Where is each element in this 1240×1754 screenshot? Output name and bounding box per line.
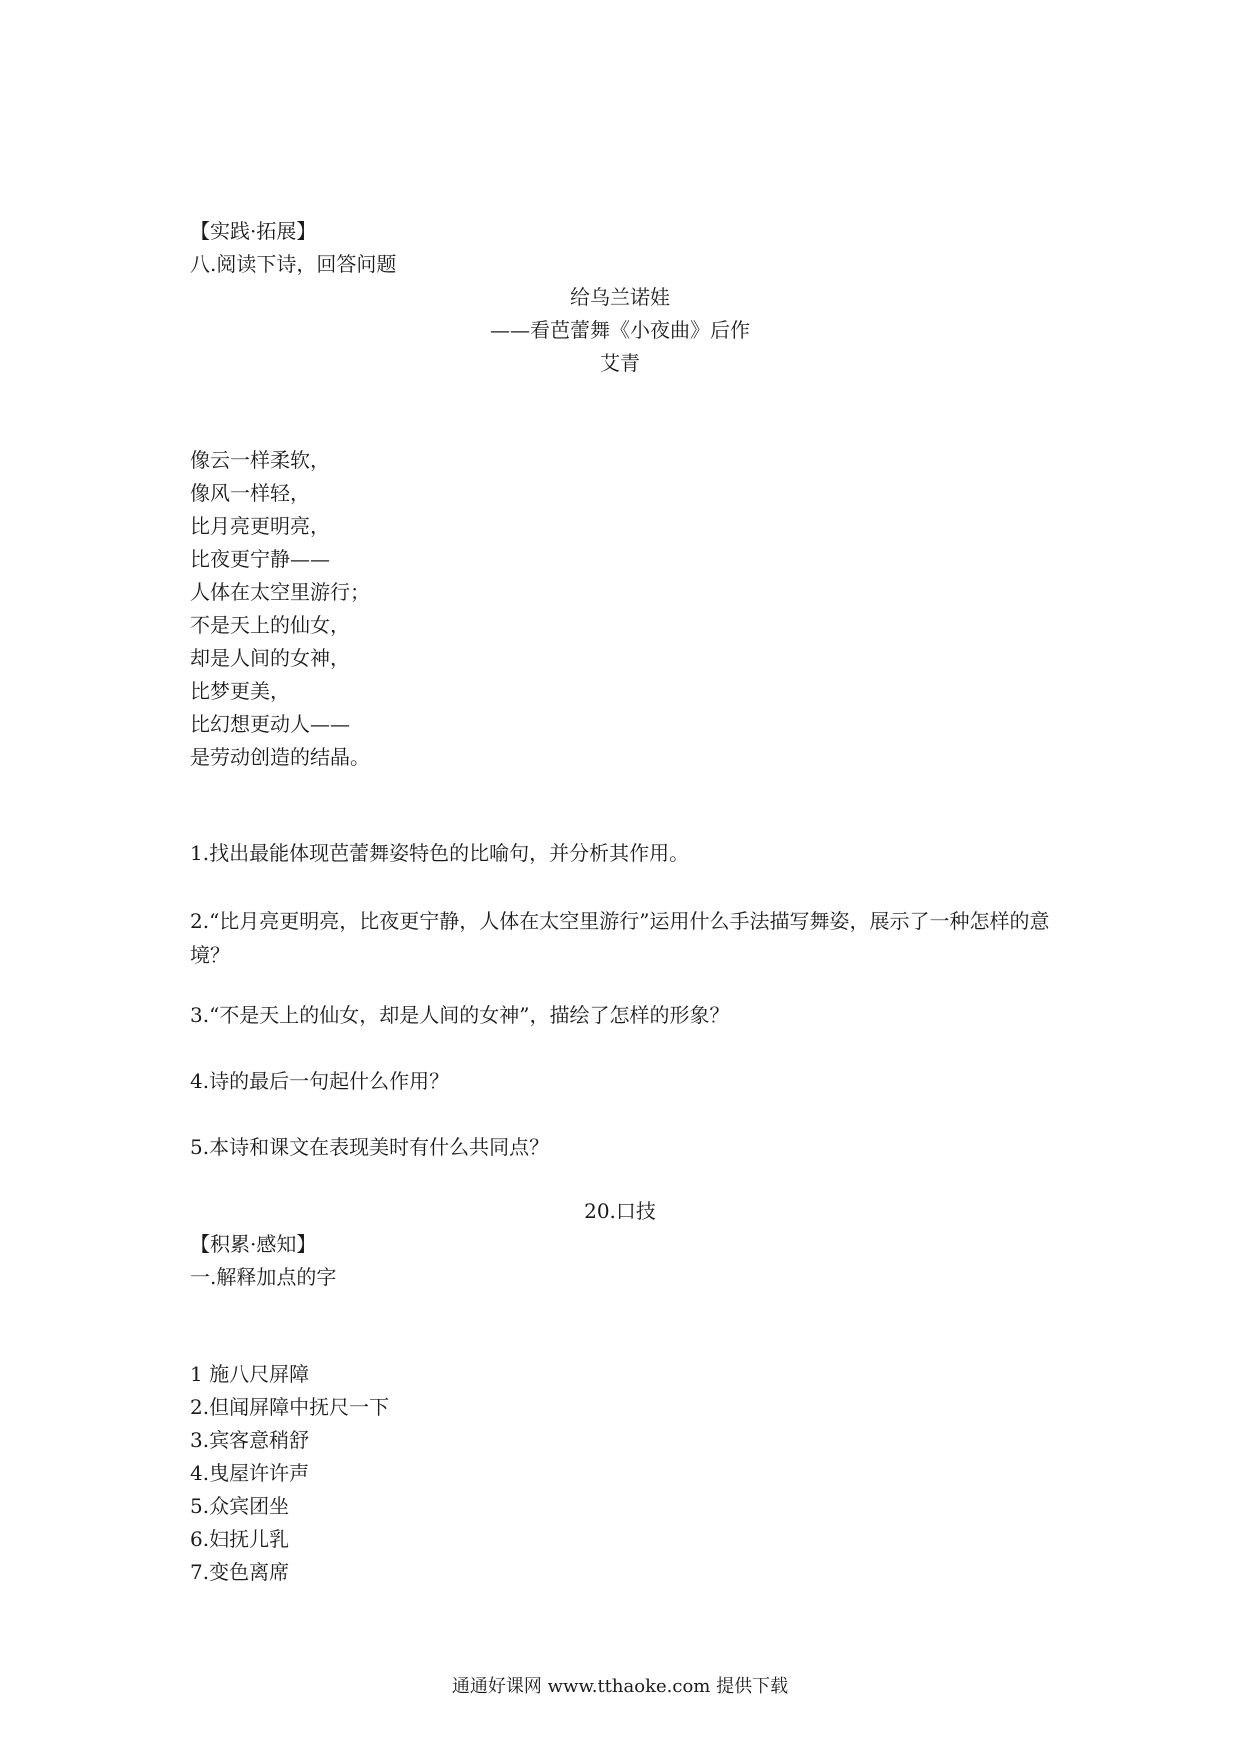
- poem-line: 比梦更美，: [190, 679, 290, 703]
- poem-line: 像风一样轻，: [190, 481, 310, 505]
- section-header-accumulate: 【积累·感知】: [190, 1232, 317, 1256]
- question-4: 4.诗的最后一句起什么作用？: [190, 1069, 450, 1093]
- question-2: 2.“比月亮更明亮，比夜更宁静，人体在太空里游行”运用什么手法描写舞姿，展示了一种怎样的意境？: [190, 909, 1050, 967]
- vocab-item: 7.变色离席: [190, 1560, 290, 1584]
- poem-line: 比月亮更明亮，: [190, 514, 330, 538]
- poem-line: 不是天上的仙女，: [190, 613, 350, 637]
- poem-line: 比幻想更动人——: [190, 712, 350, 736]
- vocab-item: 3.宾客意稍舒: [190, 1428, 310, 1452]
- vocab-item: 5.众宾团坐: [190, 1494, 290, 1518]
- poem-line: 人体在太空里游行；: [190, 580, 370, 604]
- vocab-item: 6.妇抚儿乳: [190, 1527, 290, 1551]
- poem-line: 是劳动创造的结晶。: [190, 745, 370, 769]
- vocab-item: 2.但闻屏障中抚尺一下: [190, 1395, 390, 1419]
- question-1: 1.找出最能体现芭蕾舞姿特色的比喻句，并分析其作用。: [190, 841, 690, 865]
- lesson-title: 20.口技: [584, 1199, 656, 1223]
- instruction-explain-words: 一.解释加点的字: [190, 1265, 337, 1289]
- poem-author: 艾青: [600, 351, 640, 375]
- poem-subtitle: ——看芭蕾舞《小夜曲》后作: [490, 318, 750, 342]
- poem-line: 比夜更宁静——: [190, 547, 330, 571]
- vocab-item: 1 施八尺屏障: [190, 1362, 310, 1386]
- poem-title: 给乌兰诺娃: [570, 285, 670, 309]
- section-header-practice: 【实践·拓展】: [190, 219, 317, 243]
- question-5: 5.本诗和课文在表现美时有什么共同点？: [190, 1135, 550, 1159]
- instruction-read-poem: 八.阅读下诗，回答问题: [190, 252, 397, 276]
- poem-line: 像云一样柔软，: [190, 448, 330, 472]
- question-3: 3.“不是天上的仙女，却是人间的女神”，描绘了怎样的形象？: [190, 1003, 730, 1027]
- vocab-item: 4.曳屋许许声: [190, 1461, 310, 1485]
- poem-line: 却是人间的女神，: [190, 646, 350, 670]
- page-footer: 通通好课网 www.tthaoke.com 提供下载: [451, 1676, 789, 1697]
